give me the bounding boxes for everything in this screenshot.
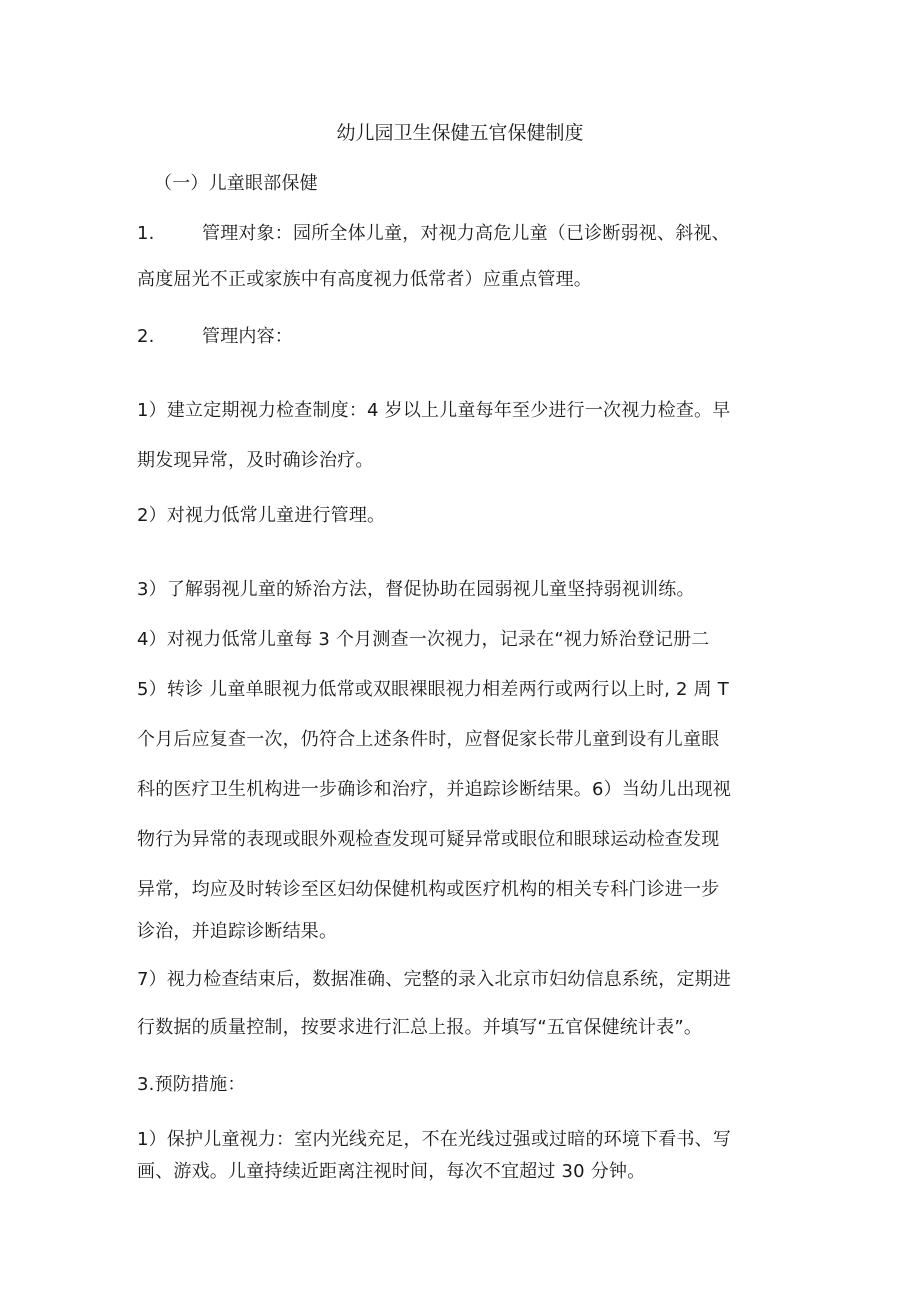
- paragraph-7-line-2: 行数据的质量控制，按要求进行汇总上报。并填写“五官保健统计表”。: [137, 1017, 703, 1038]
- item-1-number: 1.: [137, 223, 155, 244]
- paragraph-1-line-1: 1）建立定期视力检查制度：4 岁以上儿童每年至少进行一次视力检查。早: [137, 400, 731, 421]
- document-title: 幼儿园卫生保健五官保健制度: [336, 122, 584, 144]
- paragraph-5-line-4: 物行为异常的表现或眼外观检查发现可疑异常或眼位和眼球运动检查发现: [137, 829, 720, 850]
- item-1-line-2: 高度屈光不正或家族中有高度视力低常者）应重点管理。: [137, 269, 592, 290]
- item-1-line-1: [137, 222, 730, 246]
- item-2-number: 2.: [137, 326, 155, 347]
- paragraph-1-line-2: 期发现异常，及时确诊治疗。: [137, 450, 374, 471]
- item-3-heading: 3.预防措施：: [137, 1074, 246, 1095]
- paragraph-5-line-5: 异常，均应及时转诊至区妇幼保健机构或医疗机构的相关专科门诊进一步: [137, 879, 720, 900]
- section-heading: （一）儿童眼部保健: [154, 173, 318, 194]
- item-2-text: 管理内容：: [202, 326, 293, 347]
- paragraph-8-line-2: 画、游戏。儿童持续近距离注视时间，每次不宜超过 30 分钟。: [137, 1161, 646, 1182]
- item-2: [137, 325, 293, 349]
- item-1-text: 管理对象：园所全体儿童，对视力高危儿童（已诊断弱视、斜视、: [202, 223, 730, 244]
- paragraph-7-line-1: 7）视力检查结束后，数据准确、完整的录入北京市妇幼信息系统，定期进: [137, 969, 732, 990]
- paragraph-5-line-3: 科的医疗卫生机构进一步确诊和治疗，并追踪诊断结果。6）当幼儿出现视: [137, 779, 732, 800]
- paragraph-3: 3）了解弱视儿童的矫治方法，督促协助在园弱视儿童坚持弱视训练。: [137, 579, 695, 600]
- paragraph-2: 2）对视力低常儿童进行管理。: [137, 505, 386, 526]
- paragraph-4: 4）对视力低常儿童每 3 个月测查一次视力，记录在“视力矫治登记册二: [137, 629, 710, 650]
- paragraph-5-line-1: 5）转诊 儿童单眼视力低常或双眼裸眼视力相差两行或两行以上时, 2 周 T: [137, 679, 729, 700]
- paragraph-5-line-2: 个月后应复查一次，仍符合上述条件时，应督促家长带儿童到设有儿童眼: [137, 729, 720, 750]
- paragraph-5-line-6: 诊治，并追踪诊断结果。: [137, 921, 338, 942]
- paragraph-8-line-1: 1）保护儿童视力：室内光线充足，不在光线过强或过暗的环境下看书、写: [137, 1129, 732, 1150]
